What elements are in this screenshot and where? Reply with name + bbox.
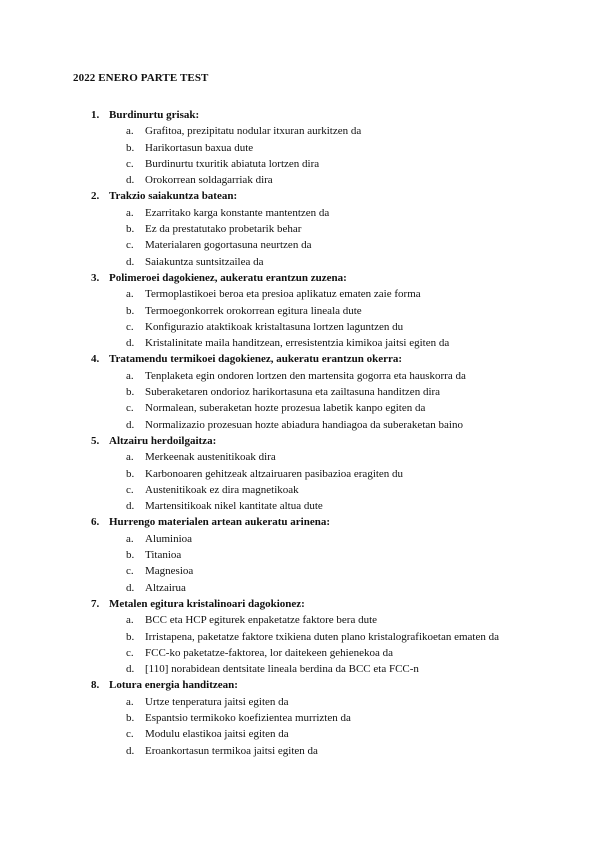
question-number: 1.: [91, 109, 100, 121]
answer-option: [0, 368, 600, 384]
option-text: Kristalinitate maila handitzean, erresistentzia kimikoa jaitsi egiten da: [145, 337, 450, 350]
option-letter: c.: [126, 402, 134, 415]
answer-option: [0, 645, 600, 661]
answer-option: [0, 694, 600, 710]
answer-option: [0, 612, 600, 628]
answer-option: [0, 726, 600, 742]
question-text: Lotura energia handitzean:: [109, 679, 238, 692]
answer-option: [0, 482, 600, 498]
option-letter: c.: [126, 320, 134, 333]
answer-option: [0, 466, 600, 482]
answer-option: [0, 563, 600, 579]
option-text: Magnesioa: [145, 565, 194, 578]
option-letter: a.: [126, 288, 134, 301]
answer-option: [0, 205, 600, 221]
option-text: Aluminioa: [145, 532, 193, 545]
answer-option: [0, 156, 600, 172]
option-letter: d.: [126, 663, 135, 676]
option-text: Suberaketaren ondorioz harikortasuna eta zailtasuna handitzen dira: [145, 386, 441, 399]
question-header: [0, 270, 600, 286]
question-item: [0, 596, 600, 677]
question-item: [0, 188, 600, 269]
option-letter: b.: [126, 549, 135, 562]
answer-option: [0, 531, 600, 547]
option-text: Saiakuntza suntsitzailea da: [145, 255, 264, 268]
option-letter: d.: [126, 255, 135, 268]
answer-option: [0, 629, 600, 645]
option-text: Burdinurtu txuritik abiatuta lortzen dira: [145, 157, 320, 170]
option-letter: a.: [126, 451, 134, 464]
question-header: [0, 107, 600, 123]
option-letter: d.: [126, 581, 135, 594]
option-list: [0, 612, 600, 677]
option-text: Termoegonkorrek orokorrean egitura lineala dute: [145, 304, 362, 317]
option-letter: b.: [126, 630, 135, 643]
option-letter: a.: [126, 125, 134, 138]
option-text: Normalizazio prozesuan hozte abiadura handiagoa da suberaketan baino: [145, 418, 463, 431]
question-header: [0, 677, 600, 693]
question-header: [0, 433, 600, 449]
question-text: Hurrengo materialen artean aukeratu arinena:: [109, 516, 330, 529]
answer-option: [0, 254, 600, 270]
option-letter: b.: [126, 304, 135, 317]
option-text: Merkeenak austenitikoak dira: [145, 451, 276, 464]
option-text: Grafitoa, prezipitatu nodular itxuran aurkitzen da: [145, 125, 362, 138]
option-letter: c.: [126, 728, 134, 741]
question-list: [0, 107, 600, 759]
option-letter: c.: [126, 157, 134, 170]
option-letter: d.: [126, 174, 135, 187]
option-text: BCC eta HCP egiturek enpaketatze faktore bera dute: [145, 614, 378, 627]
question-header: [0, 351, 600, 367]
option-text: Austenitikoak ez dira magnetikoak: [145, 483, 299, 496]
answer-option: [0, 580, 600, 596]
question-item: [0, 270, 600, 351]
option-letter: b.: [126, 711, 135, 724]
option-text: Ezarritako karga konstante mantentzen da: [145, 206, 330, 219]
option-text: Urtze tenperatura jaitsi egiten da: [145, 695, 289, 708]
answer-option: [0, 661, 600, 677]
answer-option: [0, 123, 600, 139]
answer-option: [0, 417, 600, 433]
option-text: Termoplastikoei beroa eta presioa aplikatuz ematen zaie forma: [145, 288, 421, 301]
option-text: Espantsio termikoko koefizientea murrizten da: [145, 711, 351, 724]
option-text: Martensitikoak nikel kantitate altua dute: [145, 500, 323, 513]
option-letter: c.: [126, 483, 134, 496]
answer-option: [0, 286, 600, 302]
option-text: Karbonoaren gehitzeak altzairuaren pasibazioa eragiten du: [145, 467, 404, 480]
question-text: Polimeroei dagokienez, aukeratu erantzun zuzena:: [109, 271, 347, 284]
answer-option: [0, 400, 600, 416]
option-letter: d.: [126, 500, 135, 513]
option-text: Modulu elastikoa jaitsi egiten da: [145, 728, 289, 741]
option-letter: b.: [126, 223, 135, 236]
option-text: Orokorrean soldagarriak dira: [145, 174, 273, 187]
question-number: 4.: [91, 353, 100, 366]
question-number: 8.: [91, 679, 100, 692]
question-text: Burdinurtu grisak:: [109, 109, 200, 121]
answer-option: [0, 319, 600, 335]
option-text: Materialaren gogortasuna neurtzen da: [145, 239, 312, 252]
option-letter: c.: [126, 646, 134, 659]
question-item: [0, 433, 600, 514]
question-text: Tratamendu termikoei dagokienez, aukeratu erantzun okerra:: [109, 353, 403, 366]
option-list: [0, 694, 600, 759]
option-letter: b.: [126, 141, 135, 154]
option-letter: a.: [126, 695, 134, 708]
document-title: 2022 ENERO PARTE TEST: [73, 72, 209, 84]
option-letter: d.: [126, 418, 135, 431]
option-text: [110] norabidean dentsitate lineala berdina da BCC eta FCC-n: [145, 663, 419, 676]
option-text: FCC-ko paketatze-faktorea, lor daitekeen gehienekoa da: [145, 646, 393, 659]
question-header: [0, 596, 600, 612]
question-header: [0, 514, 600, 530]
answer-option: [0, 140, 600, 156]
answer-option: [0, 384, 600, 400]
option-text: Eroankortasun termikoa jaitsi egiten da: [145, 744, 318, 757]
option-letter: a.: [126, 614, 134, 627]
question-header: [0, 188, 600, 204]
option-letter: d.: [126, 337, 135, 350]
question-number: 2.: [91, 190, 100, 203]
question-text: Trakzio saiakuntza batean:: [109, 190, 238, 203]
option-letter: a.: [126, 532, 134, 545]
option-list: [0, 449, 600, 514]
option-letter: d.: [126, 744, 135, 757]
option-text: Titanioa: [145, 549, 182, 562]
question-number: 6.: [91, 516, 100, 529]
question-number: 7.: [91, 597, 100, 610]
answer-option: [0, 449, 600, 465]
option-text: Ez da prestatutako probetarik behar: [145, 223, 302, 236]
answer-option: [0, 710, 600, 726]
option-letter: c.: [126, 565, 134, 578]
answer-option: [0, 303, 600, 319]
answer-option: [0, 498, 600, 514]
option-text: Harikortasun baxua dute: [145, 141, 254, 154]
option-letter: b.: [126, 386, 135, 399]
option-letter: b.: [126, 467, 135, 480]
answer-option: [0, 237, 600, 253]
option-letter: a.: [126, 206, 134, 219]
option-list: [0, 531, 600, 596]
option-list: [0, 205, 600, 270]
option-list: [0, 368, 600, 433]
question-item: [0, 677, 600, 758]
answer-option: [0, 172, 600, 188]
question-item: [0, 514, 600, 595]
option-text: Altzairua: [145, 581, 186, 594]
option-list: [0, 286, 600, 351]
option-letter: c.: [126, 239, 134, 252]
option-letter: a.: [126, 369, 134, 382]
question-text: Metalen egitura kristalinoari dagokionez:: [109, 597, 305, 610]
option-text: Irristapena, paketatze faktore txikiena duten plano kristalografikoetan ematen da: [145, 630, 499, 643]
option-list: [0, 123, 600, 188]
question-text: Altzairu herdoilgaitza:: [109, 434, 217, 447]
question-number: 3.: [91, 271, 100, 284]
answer-option: [0, 221, 600, 237]
option-text: Normalean, suberaketan hozte prozesua labetik kanpo egiten da: [145, 402, 426, 415]
option-text: Konfigurazio ataktikoak kristaltasuna lortzen laguntzen du: [145, 320, 404, 333]
answer-option: [0, 547, 600, 563]
question-item: [0, 107, 600, 188]
answer-option: [0, 743, 600, 759]
answer-option: [0, 335, 600, 351]
question-number: 5.: [91, 434, 100, 447]
question-item: [0, 351, 600, 432]
option-text: Tenplaketa egin ondoren lortzen den martensita gogorra eta hauskorra da: [145, 369, 466, 382]
